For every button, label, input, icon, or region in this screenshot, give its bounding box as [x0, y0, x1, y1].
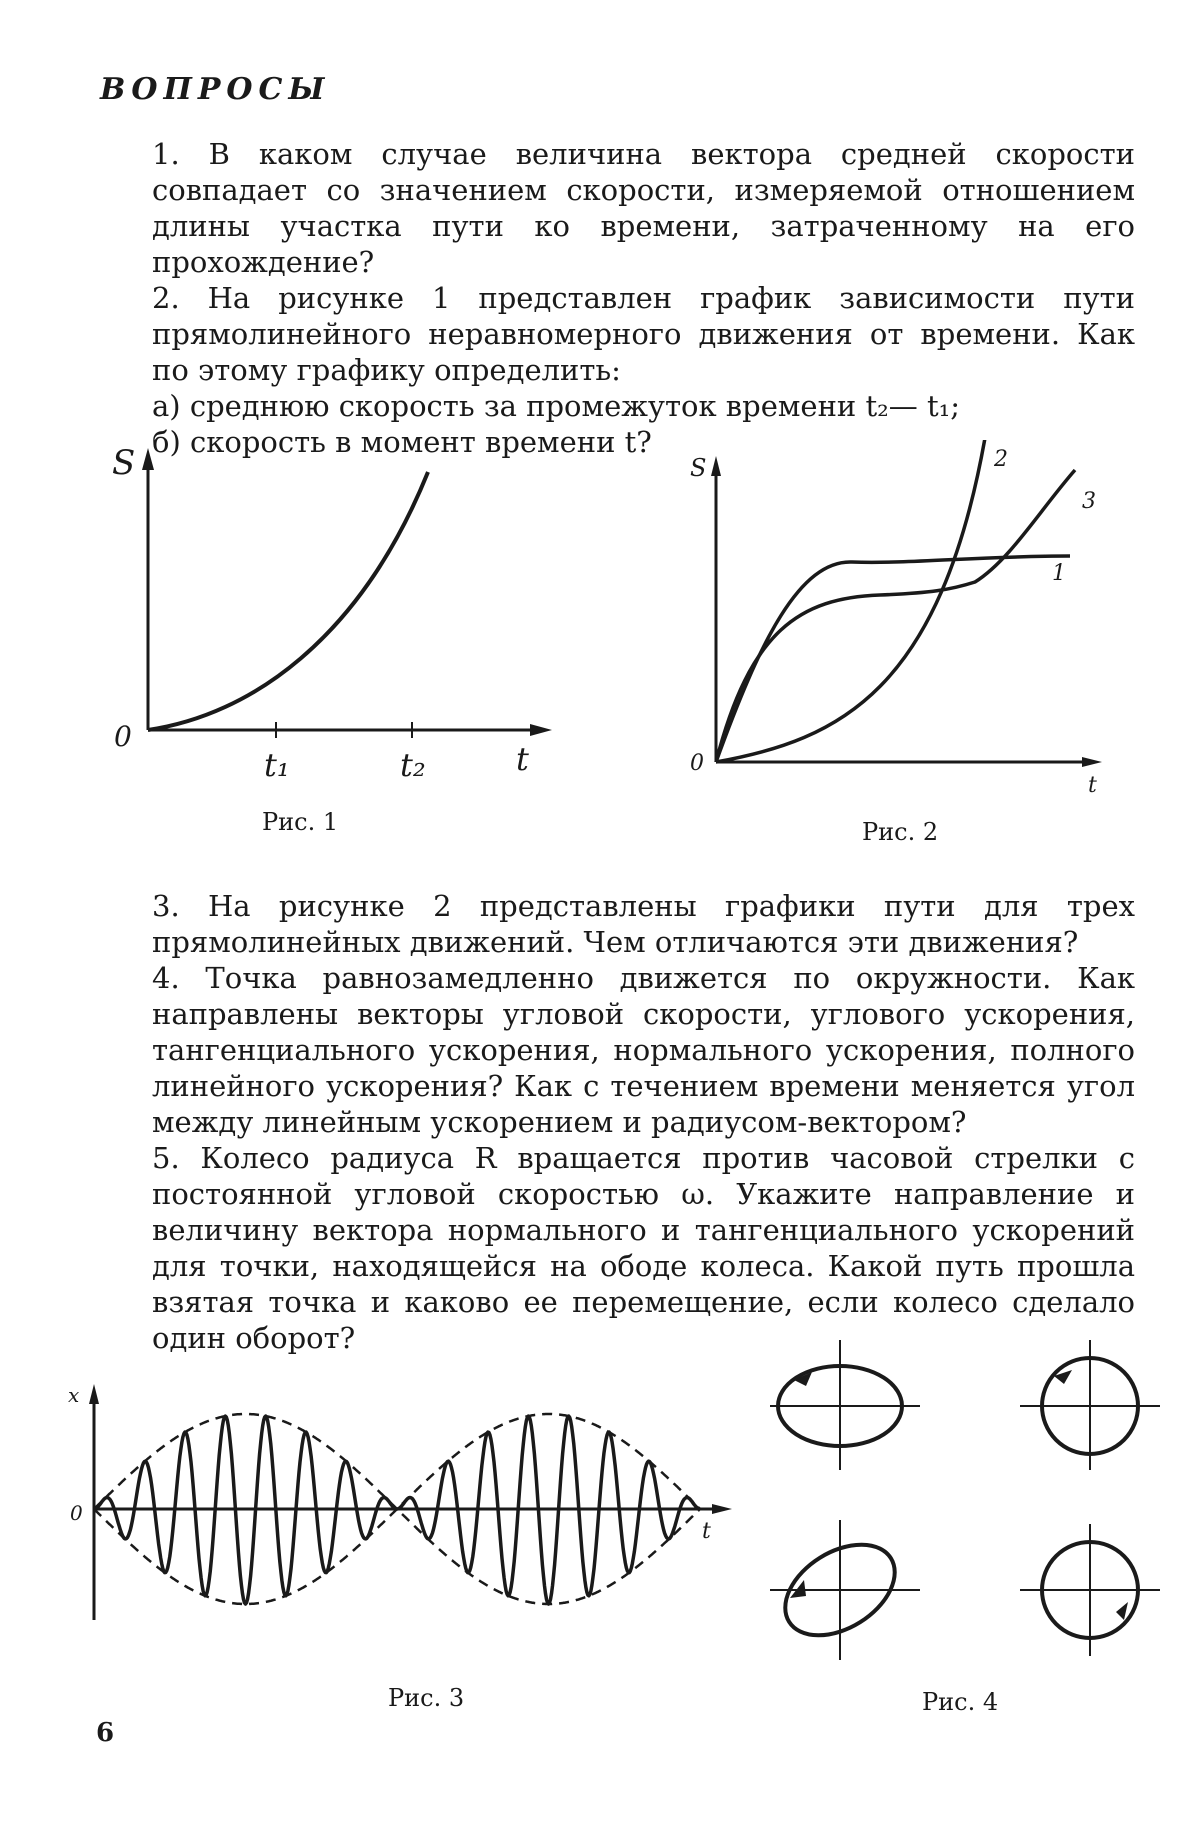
page-number: 6	[96, 1718, 115, 1748]
fig2-curve-label-3: 3	[1082, 489, 1096, 514]
figure-2-caption: Рис. 2	[862, 818, 939, 846]
sub-item-a: а) среднюю скорость за промежуток времени t₂— t₁;	[152, 389, 961, 423]
fig3-y-arrow-icon	[89, 1384, 99, 1404]
fig3-envelope-top	[94, 1414, 700, 1509]
fig2-x-label: t	[1088, 773, 1097, 798]
fig1-y-arrow-icon	[142, 448, 154, 470]
figure-2-graph	[680, 440, 1120, 810]
fig1-curve	[148, 472, 428, 730]
fig4-ellipse-horizontal	[770, 1340, 920, 1470]
figure-1-graph	[100, 440, 560, 800]
fig3-envelope-bottom	[94, 1509, 700, 1604]
fig2-curve-3	[716, 470, 1075, 762]
question-5: 5. Колесо радиуса R вращается против часовой стрелки с постоянной угловой скоростью ω. Укажите направление и величину вектора нормального и тангенциального ускорений для точки, находящейся на ободе колеса. Какой путь прошла взятая точка и каково ее перемещение, если колесо сделало один оборот?	[152, 1141, 1135, 1355]
sub-item-b: б) скорость в момент времени t?	[152, 425, 652, 459]
fig1-x-label: t	[516, 740, 529, 778]
figure-3-caption: Рис. 3	[388, 1684, 465, 1712]
figure-2	[680, 440, 1120, 810]
figure-4-graph	[750, 1330, 1170, 1670]
question-3: 3. На рисунке 2 представлены графики пути для трех прямолинейных движений. Чем отличаются эти движения?	[152, 889, 1135, 959]
fig1-tick-label-1: t₁	[264, 746, 290, 784]
fig2-x-arrow-icon	[1082, 757, 1102, 767]
fig1-tick-label-2: t₂	[400, 746, 426, 784]
fig2-y-label: S	[690, 454, 707, 482]
fig1-x-arrow-icon	[530, 724, 552, 736]
figure-1-caption: Рис. 1	[262, 808, 339, 836]
fig3-origin-label: 0	[70, 1501, 83, 1525]
fig2-y-arrow-icon	[711, 456, 721, 476]
figure-1	[100, 440, 560, 800]
question-2: 2. На рисунке 1 представлен график зависимости пути прямолинейного неравномерного движения от времени. Как по этому графику определить:	[152, 281, 1135, 387]
section-heading: ВОПРОСЫ	[100, 72, 331, 107]
fig4-ellipse-tilted	[769, 1520, 920, 1660]
question-1: 1. В каком случае величина вектора средней скорости совпадает со значением скорости, измеряемой отношением длины участка пути ко времени, затраченному на его прохождение?	[152, 137, 1135, 279]
fig4-circle-bottom	[1020, 1524, 1160, 1656]
question-4: 4. Точка равнозамедленно движется по окружности. Как направлены векторы угловой скорости, углового ускорения, тангенциального ускорения, нормального ускорения, полного линейного ускорения? Как с течением времени меняется угол между линейным ускорением и радиусом-вектором?	[152, 961, 1135, 1139]
questions-mid	[100, 888, 1135, 1356]
figure-4	[750, 1330, 1170, 1670]
questions-top	[100, 136, 1135, 460]
fig3-y-label: x	[68, 1383, 80, 1407]
fig2-curve-2	[716, 440, 985, 762]
fig1-origin-label: 0	[114, 720, 132, 753]
fig3-x-label: t	[702, 1519, 711, 1544]
fig4-arrow-4-icon	[1116, 1602, 1128, 1620]
fig2-origin-label: 0	[690, 751, 704, 776]
fig4-circle-top	[1020, 1340, 1160, 1470]
figure-4-caption: Рис. 4	[922, 1688, 999, 1716]
fig2-curve-label-1: 1	[1052, 561, 1066, 586]
fig2-curve-label-2: 2	[994, 447, 1008, 472]
figure-3-graph	[60, 1380, 740, 1640]
fig3-x-arrow-icon	[712, 1504, 732, 1514]
fig2-curve-1	[716, 556, 1070, 762]
figure-3	[60, 1380, 740, 1640]
fig1-y-label: S	[112, 443, 136, 483]
